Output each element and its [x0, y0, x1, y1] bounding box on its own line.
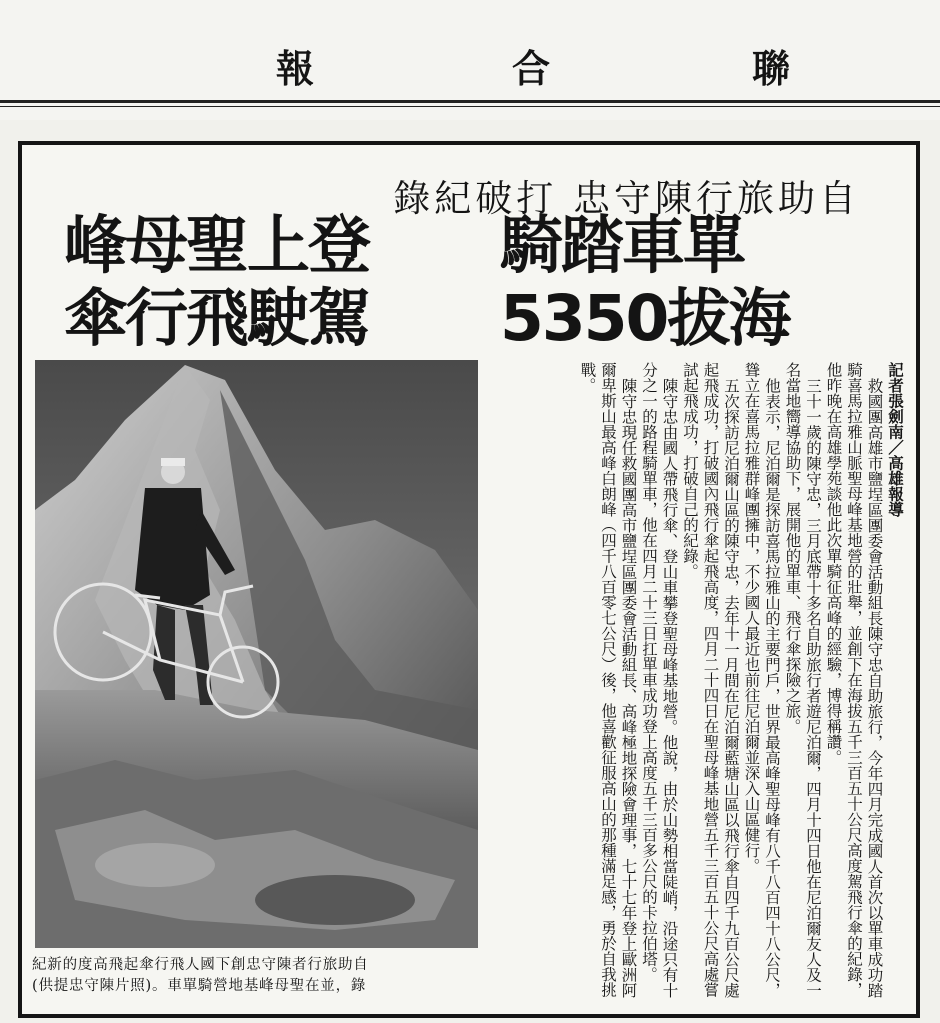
- article-byline: 記者張劍南／高雄報導: [886, 362, 904, 517]
- caption-line-1: 紀新的度高飛起傘行飛人國下創忠守陳者行旅助自: [32, 957, 369, 973]
- masthead-rule-top: [0, 100, 940, 103]
- masthead-char-he: 合: [512, 46, 551, 91]
- headline-right-line-1: 騎踏車單: [500, 209, 744, 282]
- headline-right-line-2: 5350拔海: [500, 282, 790, 355]
- headline-left-line-2: 傘行飛駛駕: [64, 282, 369, 355]
- mountain-cyclist-photo: [35, 360, 478, 948]
- masthead-rule-bottom: [0, 106, 940, 107]
- caption-line-2: (供提忠守陳片照)。車單騎營地基峰母聖在並，錄: [32, 978, 367, 994]
- article-body: [497, 362, 905, 1010]
- masthead-char-bao: 報: [276, 46, 315, 91]
- article-paragraph-1: 救國團高雄市鹽埕區團委會活動組長陳守忠自助旅行，今年四月完成國人首次以單車成功踏騎喜馬拉雅山脈聖母峰基地營的壯舉，並創下在海拔五千三百五十公尺高度駕飛行傘的紀錄，他昨晚在高雄學苑談他此次單騎征高峰的經驗，博得稱讚。: [824, 362, 884, 998]
- article-paragraph-3: 他表示，尼泊爾是探訪喜馬拉雅山的主要門戶，世界最高峰聖母峰有八千八百四十八公尺，聳立在喜馬拉雅群峰團擁中，不少國人最近也前往尼泊爾並深入山區健行。: [742, 362, 781, 998]
- article-paragraph-6: 陳守忠現任救國團高市鹽埕區團委會活動組長、高峰極地探險會理事，七十七年登上歐洲阿爾卑斯山最高峰白朗峰（四千八百零七公尺）後，他喜歡征服高山的那種滿足感，勇於自我挑戰。: [578, 362, 638, 998]
- article-paragraph-5: 陳守忠由國人帶飛行傘、登山車攀登聖母峰基地營。他說，由於山勢相當陡峭，沿途只有十分之一的路程騎單車，他在四月二十三日扛單車成功登上高度五千三百多公尺的卡拉伯塔。: [640, 362, 679, 998]
- article-paragraph-2: 三十一歲的陳守忠，三月底帶十多名自助旅行者遊尼泊爾，四月十四日他在尼泊爾友人及一名當地嚮導協助下，展開他的單車、飛行傘探險之旅。: [783, 362, 822, 998]
- masthead-char-lian: 聯: [752, 46, 791, 91]
- headline-left-line-1: 峰母聖上登: [64, 209, 369, 282]
- article-paragraph-4: 五次探訪尼泊爾山區的陳守忠，去年十一月間在尼泊爾藍塘山區以飛行傘自四千九百公尺處起飛成功，打破國內飛行傘起飛高度，四月二十四日在聖母峰基地營五千三百五十公尺高處嘗試起飛成功，打破自己的紀錄。: [681, 362, 740, 998]
- newspaper-masthead: [0, 0, 940, 120]
- article-photo: [35, 360, 478, 948]
- photo-caption: [32, 955, 482, 997]
- article-kicker: 錄紀破打 忠守陳行旅助自: [393, 177, 860, 220]
